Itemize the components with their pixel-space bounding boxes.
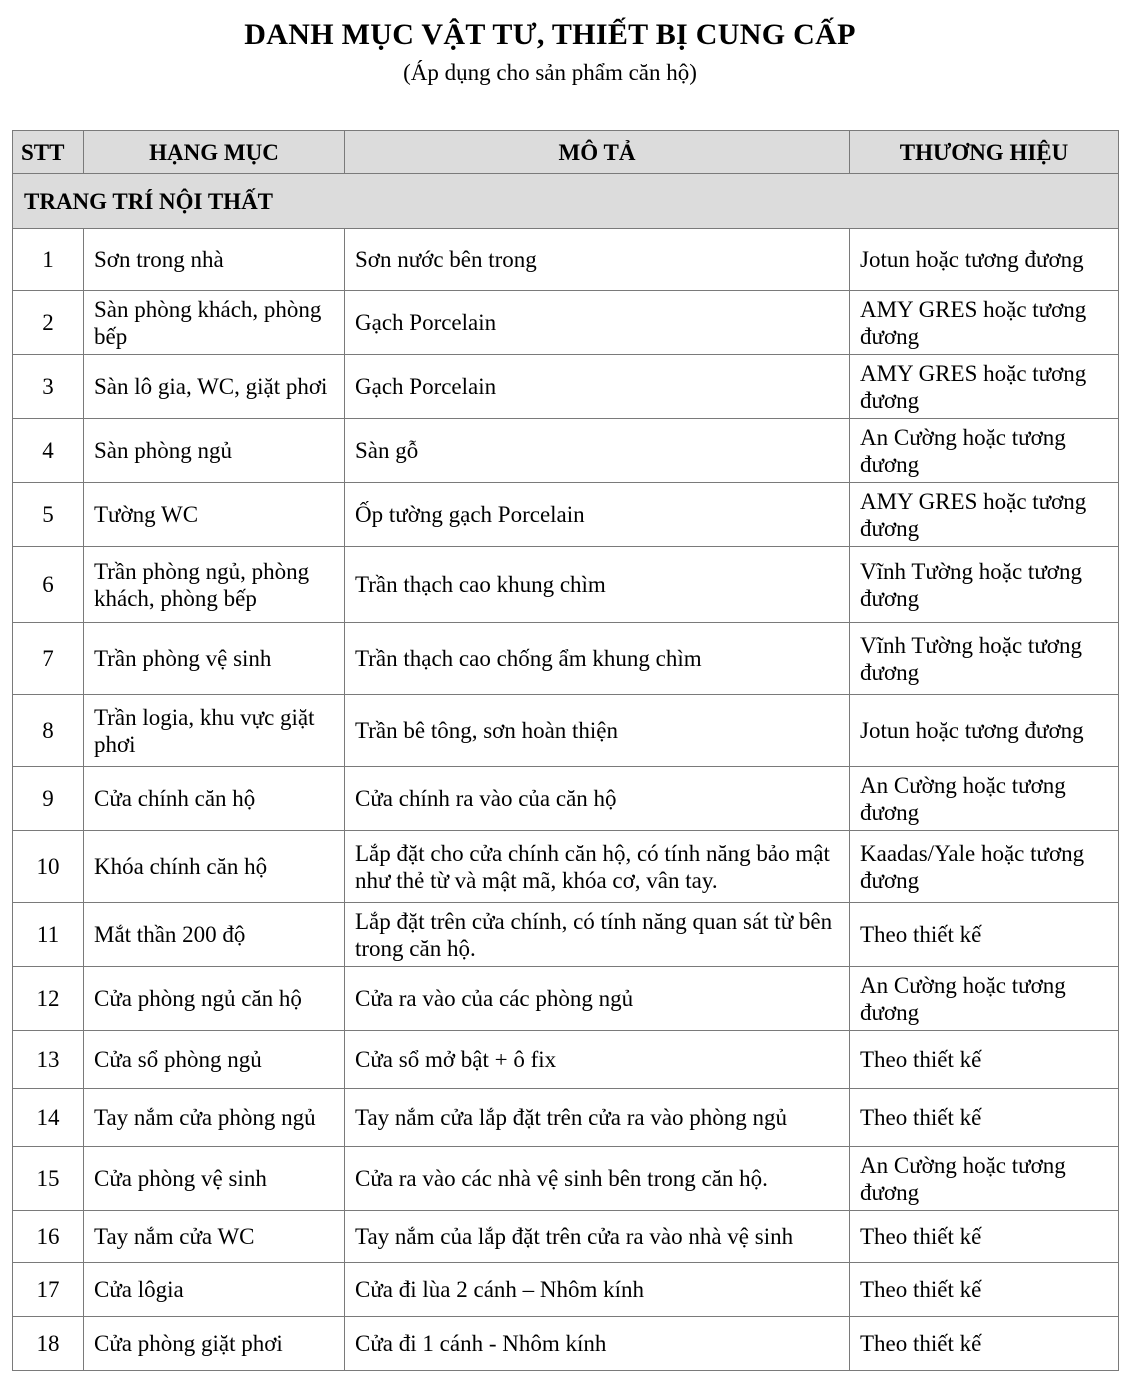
- header-brand: THƯƠNG HIỆU: [850, 131, 1119, 174]
- row-number: 14: [13, 1089, 84, 1147]
- row-description: Lắp đặt cho cửa chính căn hộ, có tính năng bảo mật như thẻ từ và mật mã, khóa cơ, vân tay.: [345, 831, 850, 903]
- materials-table: [12, 130, 1119, 1371]
- row-item: Khóa chính căn hộ: [84, 831, 345, 903]
- table-row: [13, 547, 1119, 623]
- table-row: [13, 355, 1119, 419]
- table-row: [13, 291, 1119, 355]
- row-brand: AMY GRES hoặc tương đương: [850, 291, 1119, 355]
- row-brand: Theo thiết kế: [850, 1211, 1119, 1263]
- row-item: Tay nắm cửa WC: [84, 1211, 345, 1263]
- table-row: [13, 623, 1119, 695]
- table-row: [13, 967, 1119, 1031]
- row-item: Sơn trong nhà: [84, 229, 345, 291]
- table-row: [13, 695, 1119, 767]
- row-brand: AMY GRES hoặc tương đương: [850, 483, 1119, 547]
- table-row: [13, 1031, 1119, 1089]
- row-number: 15: [13, 1147, 84, 1211]
- row-description: Cửa ra vào các nhà vệ sinh bên trong căn hộ.: [345, 1147, 850, 1211]
- row-number: 8: [13, 695, 84, 767]
- table-row: [13, 1211, 1119, 1263]
- table-row: [13, 483, 1119, 547]
- row-item: Cửa sổ phòng ngủ: [84, 1031, 345, 1089]
- row-item: Cửa phòng vệ sinh: [84, 1147, 345, 1211]
- table-row: [13, 229, 1119, 291]
- row-item: Mắt thần 200 độ: [84, 903, 345, 967]
- row-number: 12: [13, 967, 84, 1031]
- row-number: 7: [13, 623, 84, 695]
- row-item: Tường WC: [84, 483, 345, 547]
- row-item: Cửa phòng ngủ căn hộ: [84, 967, 345, 1031]
- row-description: Sơn nước bên trong: [345, 229, 850, 291]
- row-description: Cửa đi lùa 2 cánh – Nhôm kính: [345, 1263, 850, 1317]
- row-brand: Theo thiết kế: [850, 1263, 1119, 1317]
- row-number: 16: [13, 1211, 84, 1263]
- row-brand: An Cường hoặc tương đương: [850, 967, 1119, 1031]
- row-number: 3: [13, 355, 84, 419]
- table-row: [13, 903, 1119, 967]
- section-row: [13, 174, 1119, 229]
- table-row: [13, 767, 1119, 831]
- row-description: Cửa chính ra vào của căn hộ: [345, 767, 850, 831]
- row-item: Sàn phòng ngủ: [84, 419, 345, 483]
- row-item: Trần phòng vệ sinh: [84, 623, 345, 695]
- row-item: Tay nắm cửa phòng ngủ: [84, 1089, 345, 1147]
- row-brand: Vĩnh Tường hoặc tương đương: [850, 547, 1119, 623]
- row-description: Gạch Porcelain: [345, 291, 850, 355]
- row-item: Trần phòng ngủ, phòng khách, phòng bếp: [84, 547, 345, 623]
- header-description: MÔ TẢ: [345, 131, 850, 174]
- document-subtitle: (Áp dụng cho sản phẩm căn hộ): [403, 60, 697, 85]
- row-number: 10: [13, 831, 84, 903]
- row-description: Cửa ra vào của các phòng ngủ: [345, 967, 850, 1031]
- row-item: Sàn phòng khách, phòng bếp: [84, 291, 345, 355]
- row-item: Cửa phòng giặt phơi: [84, 1317, 345, 1371]
- table-row: [13, 1089, 1119, 1147]
- row-description: Lắp đặt trên cửa chính, có tính năng quan sát từ bên trong căn hộ.: [345, 903, 850, 967]
- row-item: Cửa chính căn hộ: [84, 767, 345, 831]
- row-description: Tay nắm của lắp đặt trên cửa ra vào nhà vệ sinh: [345, 1211, 850, 1263]
- row-number: 11: [13, 903, 84, 967]
- table-row: [13, 831, 1119, 903]
- table-row: [13, 419, 1119, 483]
- row-description: Tay nắm cửa lắp đặt trên cửa ra vào phòng ngủ: [345, 1089, 850, 1147]
- row-brand: An Cường hoặc tương đương: [850, 1147, 1119, 1211]
- row-brand: Theo thiết kế: [850, 903, 1119, 967]
- row-number: 6: [13, 547, 84, 623]
- header-stt: STT: [13, 131, 84, 174]
- row-brand: AMY GRES hoặc tương đương: [850, 355, 1119, 419]
- row-item: Trần logia, khu vực giặt phơi: [84, 695, 345, 767]
- document-title: DANH MỤC VẬT TƯ, THIẾT BỊ CUNG CẤP: [244, 18, 856, 51]
- row-brand: Vĩnh Tường hoặc tương đương: [850, 623, 1119, 695]
- row-number: 13: [13, 1031, 84, 1089]
- table-row: [13, 1317, 1119, 1371]
- row-brand: An Cường hoặc tương đương: [850, 419, 1119, 483]
- section-title: TRANG TRÍ NỘI THẤT: [13, 174, 1119, 229]
- row-brand: Theo thiết kế: [850, 1089, 1119, 1147]
- row-number: 9: [13, 767, 84, 831]
- table-header-row: [13, 131, 1119, 174]
- row-brand: An Cường hoặc tương đương: [850, 767, 1119, 831]
- row-description: Sàn gỗ: [345, 419, 850, 483]
- row-number: 17: [13, 1263, 84, 1317]
- row-brand: Jotun hoặc tương đương: [850, 695, 1119, 767]
- row-description: Ốp tường gạch Porcelain: [345, 483, 850, 547]
- table-row: [13, 1147, 1119, 1211]
- row-brand: Theo thiết kế: [850, 1031, 1119, 1089]
- row-description: Trần thạch cao chống ẩm khung chìm: [345, 623, 850, 695]
- row-number: 2: [13, 291, 84, 355]
- row-number: 5: [13, 483, 84, 547]
- row-description: Gạch Porcelain: [345, 355, 850, 419]
- row-number: 1: [13, 229, 84, 291]
- row-description: Cửa sổ mở bật + ô fix: [345, 1031, 850, 1089]
- row-brand: Jotun hoặc tương đương: [850, 229, 1119, 291]
- row-item: Cửa lôgia: [84, 1263, 345, 1317]
- row-number: 18: [13, 1317, 84, 1371]
- row-item: Sàn lô gia, WC, giặt phơi: [84, 355, 345, 419]
- row-number: 4: [13, 419, 84, 483]
- row-description: Cửa đi 1 cánh - Nhôm kính: [345, 1317, 850, 1371]
- row-description: Trần thạch cao khung chìm: [345, 547, 850, 623]
- row-brand: Kaadas/Yale hoặc tương đương: [850, 831, 1119, 903]
- table-row: [13, 1263, 1119, 1317]
- row-brand: Theo thiết kế: [850, 1317, 1119, 1371]
- row-description: Trần bê tông, sơn hoàn thiện: [345, 695, 850, 767]
- header-item: HẠNG MỤC: [84, 131, 345, 174]
